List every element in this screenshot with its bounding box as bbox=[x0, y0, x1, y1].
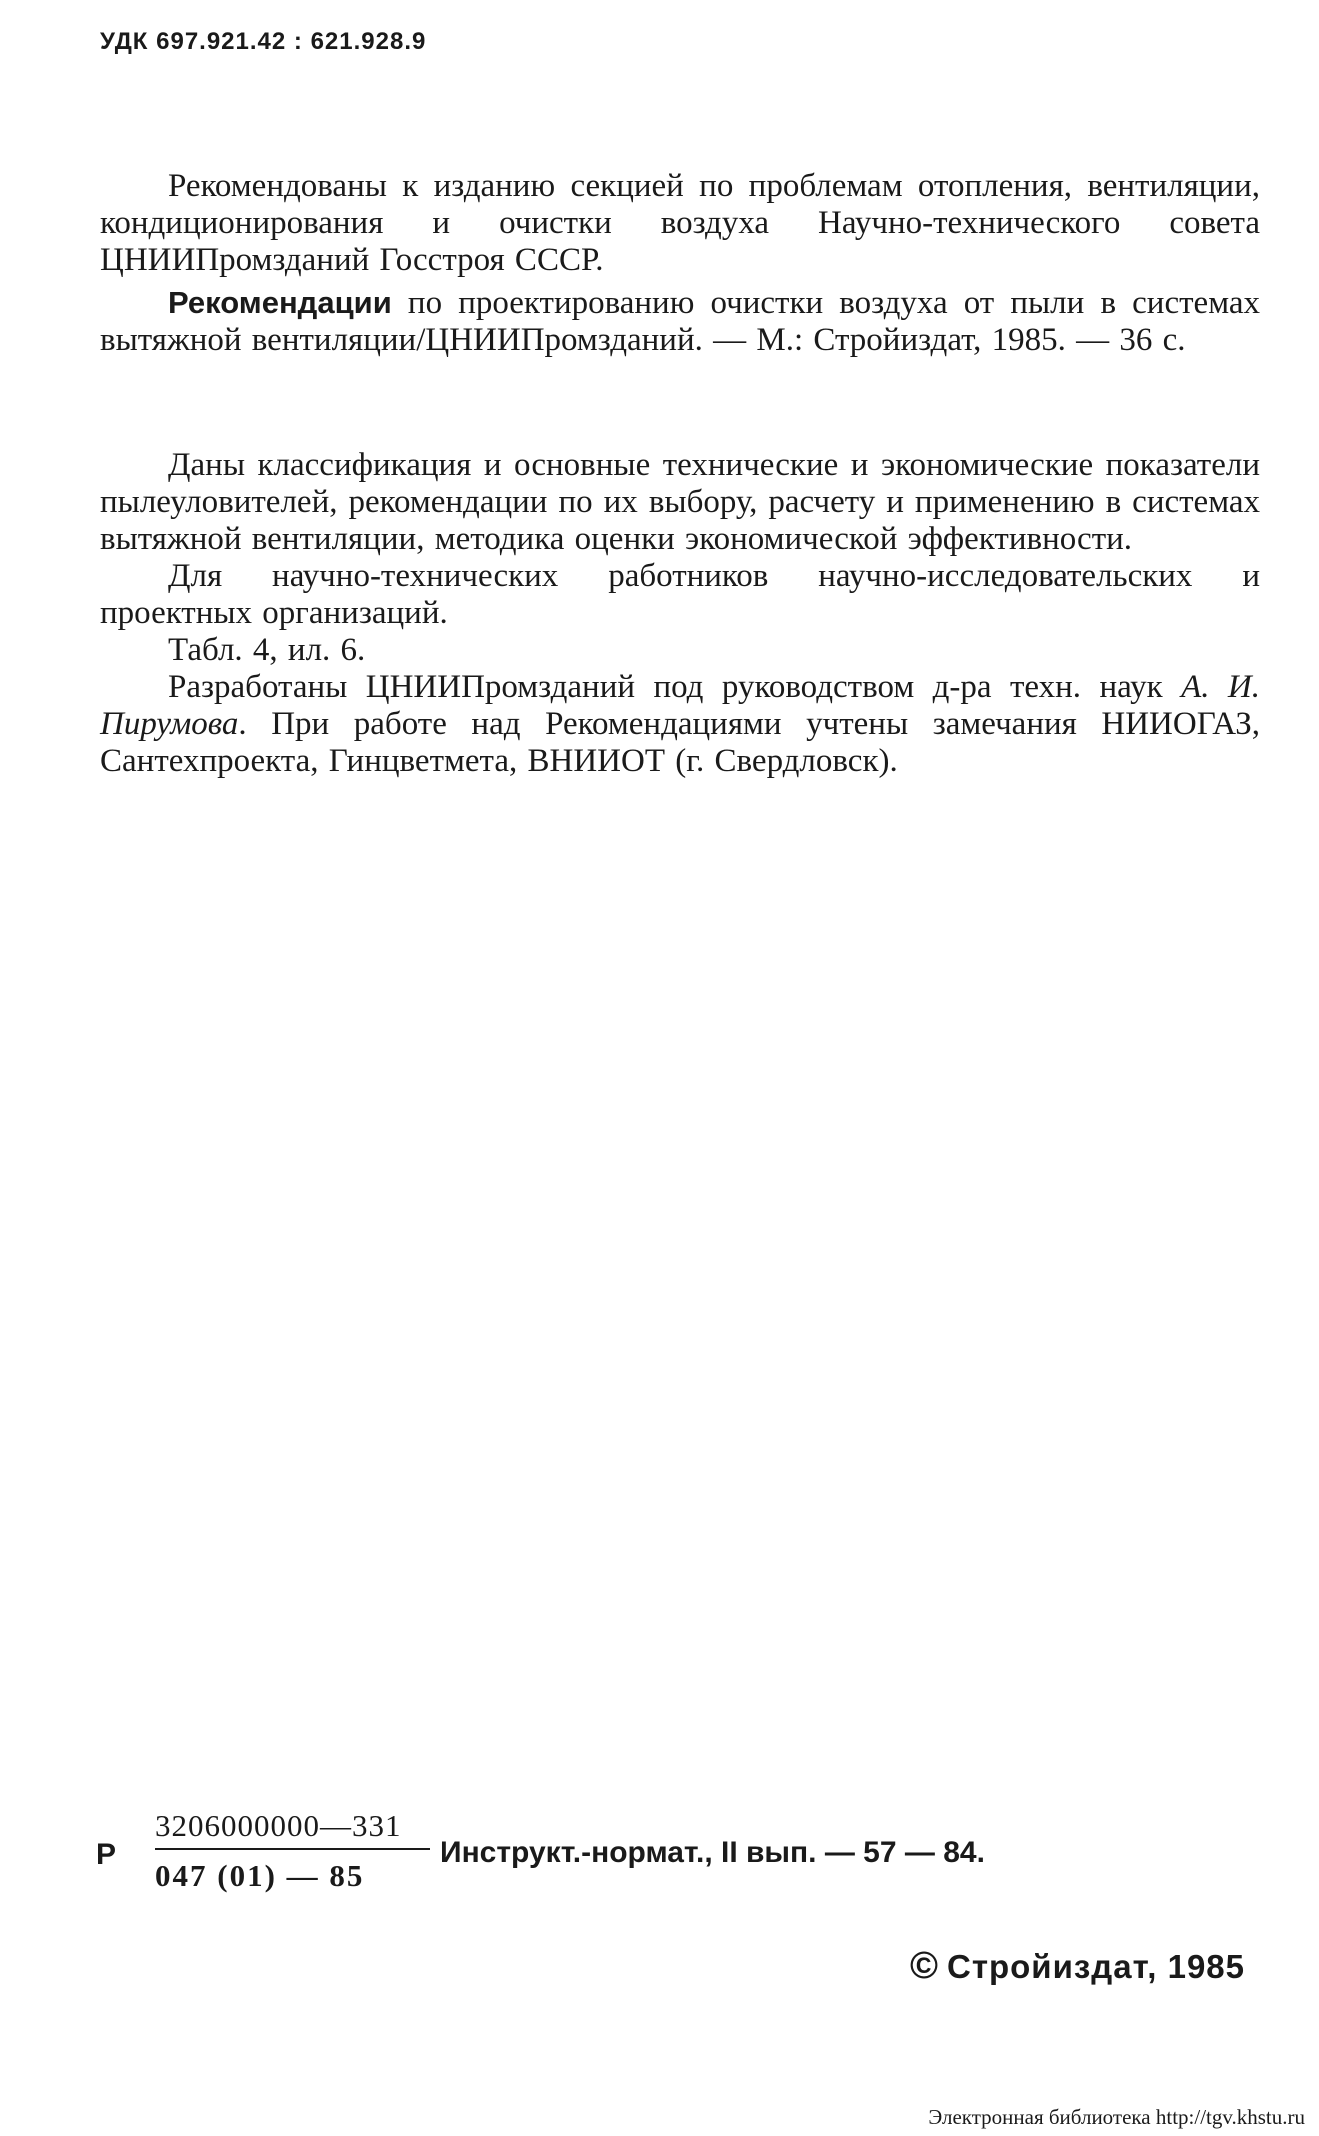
imprint-letter: Р bbox=[96, 1838, 117, 1871]
imprint-fraction bbox=[155, 1808, 430, 1894]
developed-suffix: . При работе над Рекомендациями учтены замечания НИИОГАЗ, Сантехпроекта, Гинцветмета, ВНИИОТ (г. Свердловск). bbox=[100, 706, 1260, 779]
annotation-summary: Даны классификация и основные технические и экономические показатели пылеуловителей, рекомендации по их выбору, расчету и применению в системах вытяжной вентиляции, методика оценки экономической эффективности. bbox=[100, 447, 1260, 557]
citation-details: по проектированию очистки воздуха от пыли в системах вытяжной вентиляции/ЦНИИПромзданий. — М.: Стройиздат, 1985. — 36 с. bbox=[100, 285, 1260, 358]
annotation bbox=[100, 447, 1260, 780]
copyright-text: Стройиздат, 1985 bbox=[947, 1948, 1246, 1985]
recommendation-note bbox=[100, 168, 1260, 279]
imprint-numerator: 3206000000—331 bbox=[155, 1808, 430, 1850]
copyright-icon: © bbox=[910, 1945, 939, 1987]
imprint-denominator: 047 (01) — 85 bbox=[155, 1858, 365, 1893]
copyright bbox=[910, 1945, 1245, 1988]
developed-prefix: Разработаны ЦНИИПромзданий под руководством д-ра техн. наук bbox=[168, 669, 1182, 705]
annotation-developed bbox=[100, 669, 1260, 780]
citation-title: Рекомендации bbox=[168, 285, 392, 320]
udk-code: УДК 697.921.42 : 621.928.9 bbox=[100, 28, 427, 55]
annotation-audience: Для научно-технических работников научно-исследовательских и проектных организаций. bbox=[100, 558, 1260, 631]
bibliographic-citation bbox=[100, 284, 1260, 359]
imprint-instruction: Инструкт.-нормат., II вып. — 57 — 84. bbox=[440, 1836, 985, 1869]
library-footer: Электронная библиотека http://tgv.khstu.ru bbox=[928, 2105, 1305, 2129]
annotation-tables: Табл. 4, ил. 6. bbox=[168, 632, 366, 668]
citation-paragraph bbox=[100, 284, 1260, 359]
developed-author: А. И. Пирумова bbox=[100, 669, 1260, 742]
recommendation-text: Рекомендованы к изданию секцией по проблемам отопления, вентиляции, кондиционирования и очистки воздуха Научно-технического совета ЦНИИПромзданий Госстроя СССР. bbox=[100, 168, 1260, 278]
